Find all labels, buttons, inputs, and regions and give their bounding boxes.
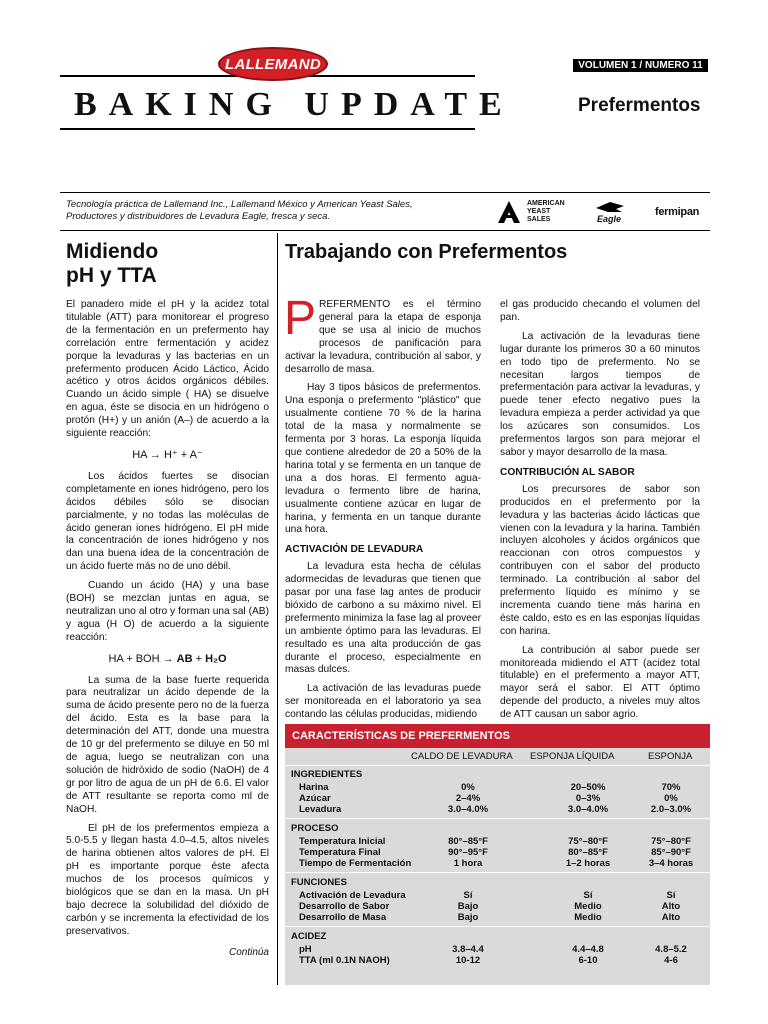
column-header: CALDO DE LEVADURA bbox=[411, 751, 513, 762]
issue-topic: Prefermentos bbox=[578, 95, 701, 116]
divider bbox=[285, 872, 710, 873]
row-label: Temperatura Inicial bbox=[299, 836, 386, 847]
article-title: Trabajando con Prefermentos bbox=[285, 241, 568, 263]
table-row bbox=[285, 858, 710, 869]
row-label: Activación de Levadura bbox=[299, 890, 406, 901]
row-label: Desarrollo de Sabor bbox=[299, 901, 390, 912]
paragraph: Los ácidos fuertes se disocian completamente en iones hidrógeno, pero los ácidos débiles sólo se disocian parcialmente, y no todas las moléculas de ácido generan iones hidrógeno. El pH mide la concentración de iones hidrógeno y nos dan una buena idea de la concentración de un ácido fuerte más no de uno débil. bbox=[66, 470, 269, 573]
paragraph: Cuando un ácido (HA) y una base (BOH) se mezclan juntas en agua, se neutralizan uno al otro y forman una sal (AB) y agua (H O) de acuerdo a la siguiente reacción: bbox=[66, 580, 269, 643]
table-cell: 2.0–3.0% bbox=[650, 804, 692, 815]
masthead-title: BAKING UPDATE bbox=[74, 86, 514, 123]
table-cell: Sí bbox=[666, 890, 676, 901]
table-row bbox=[285, 804, 710, 815]
table-cell: 3.0–4.0% bbox=[567, 804, 609, 815]
tagline-line-2: Productores y distribuidores de Levadura Eagle, fresca y seca. bbox=[66, 211, 331, 222]
tagline bbox=[66, 199, 486, 223]
table-row bbox=[285, 901, 710, 912]
table-cell: 75°–80°F bbox=[568, 836, 608, 847]
row-label: Levadura bbox=[299, 804, 342, 815]
table-cell: 4-6 bbox=[664, 955, 678, 966]
table-cell: 3.8–4.4 bbox=[452, 944, 484, 955]
table-row bbox=[285, 955, 710, 966]
table-cell: Medio bbox=[574, 912, 602, 923]
table-cell: 2–4% bbox=[455, 793, 481, 804]
table-cell: 75°–80°F bbox=[651, 836, 691, 847]
table-row bbox=[285, 782, 710, 793]
column-header: ESPONJA bbox=[648, 751, 693, 762]
a-letter-icon bbox=[497, 200, 521, 224]
ays-text: AMERICAN YEAST SALES bbox=[527, 200, 565, 223]
table-cell: 80°–85°F bbox=[568, 847, 608, 858]
row-label: Desarrollo de Masa bbox=[299, 912, 387, 923]
article-column-1 bbox=[284, 292, 481, 728]
table-cell: 70% bbox=[661, 782, 681, 793]
equation: HA + BOH → AB + H₂O bbox=[108, 652, 227, 665]
paragraph: La activación de la levaduras tiene lugar durante los primeros 30 a 60 minutos en todo tipo de prefermento. No se necesitan largos tiempos de prefermentación para activar la levaduras, y puede tener efecto negativo pues la levadura empieza a perder actividad ya que los azúcares son consumidos. Los prefermentos largos son para mejorar el sabor y mayor desarrollo de la masa. bbox=[500, 330, 700, 458]
table-body bbox=[285, 748, 710, 985]
paragraph: El pH de los prefermentos empieza a 5.0-5.5 y llegan hasta 4.0–4.5, altos niveles de harina obtienen altos valores de pH. El pH es importante porque éste afecta muchos de los procesos químicos y biológicos que se dan en la masa. Un pH bajo decrece la solubilidad del dióxido de carbón y se incrementa la efectividad de los preservativos. bbox=[66, 822, 269, 937]
row-label: TTA (ml 0.1N NAOH) bbox=[299, 955, 390, 966]
divider bbox=[285, 926, 710, 927]
sidebar-article bbox=[66, 299, 269, 960]
article-column-2 bbox=[500, 299, 700, 737]
table-cell: 90°–95°F bbox=[448, 847, 488, 858]
table-row bbox=[285, 793, 710, 804]
table-cell: 20–50% bbox=[570, 782, 606, 793]
table-cell: Medio bbox=[574, 901, 602, 912]
table-cell: Alto bbox=[661, 912, 681, 923]
row-label: Harina bbox=[299, 782, 329, 793]
table-cell: Bajo bbox=[457, 912, 479, 923]
table-row bbox=[285, 944, 710, 955]
table-cell: 1 hora bbox=[453, 858, 483, 869]
table-cell: 3.0–4.0% bbox=[447, 804, 489, 815]
table-cell: Alto bbox=[661, 901, 681, 912]
continue-note: Continúa bbox=[228, 946, 269, 958]
row-label: Temperatura Final bbox=[299, 847, 381, 858]
table-cell: 1–2 horas bbox=[565, 858, 611, 869]
table-title: CARACTERÍSTICAS DE PREFERMENTOS bbox=[285, 724, 710, 748]
section-heading: ACTIVACIÓN DE LEVADURA bbox=[285, 544, 424, 556]
table-cell: 85°–90°F bbox=[651, 847, 691, 858]
table-cell: 3–4 horas bbox=[648, 858, 694, 869]
table-section-heading: PROCESO bbox=[291, 823, 339, 834]
table-section-heading: FUNCIONES bbox=[291, 877, 347, 888]
masthead-rule-bottom bbox=[60, 128, 475, 130]
table-cell: Sí bbox=[583, 890, 593, 901]
tagline-line-1: Tecnología práctica de Lallemand Inc., Lallemand México y American Yeast Sales, bbox=[66, 199, 413, 210]
fermipan-logo: fermipan bbox=[655, 206, 700, 218]
prefermentos-table bbox=[285, 724, 710, 985]
paragraph: Los precursores de sabor son producidos en el prefermento por la levadura y las bacterias ácido lácticas que vienen con la levadura y la harina. También incluyen alcoholes y ácidos orgánicos que reaccionan con otros compuestos y contribuyen con el sabor del producto terminado. La contribución al sabor del prefermento líquido es mínimo y se incrementa cuando tiene más harina en éste caldo, esto es en las esponjas líquidas con harina. bbox=[500, 483, 700, 637]
table-row bbox=[285, 890, 710, 901]
row-label: pH bbox=[299, 944, 312, 955]
table-cell: 80°–85°F bbox=[448, 836, 488, 847]
table-cell: 4.8–5.2 bbox=[655, 944, 687, 955]
table-row bbox=[285, 847, 710, 858]
section-heading: CONTRIBUCIÓN AL SABOR bbox=[500, 466, 635, 478]
table-cell: Bajo bbox=[457, 901, 479, 912]
lallemand-logo: LALLEMAND bbox=[218, 47, 328, 81]
row-label: Azúcar bbox=[299, 793, 331, 804]
sidebar-title: Midiendo pH y TTA bbox=[66, 240, 159, 287]
table-cell: 0–3% bbox=[575, 793, 601, 804]
american-yeast-sales-logo bbox=[497, 200, 577, 226]
table-cell: 6-10 bbox=[578, 955, 598, 966]
table-section-heading: INGREDIENTES bbox=[291, 769, 363, 780]
eagle-logo-text: Eagle bbox=[597, 214, 622, 224]
row-label: Tiempo de Fermentación bbox=[299, 858, 412, 869]
paragraph: PREFERMENTO es el término general para la etapa de esponja que se usa al inicio de muchos procesos de panificación para activar la levadura, contribución al sabor, y desarrollo de masa. bbox=[284, 292, 481, 375]
paragraph: Hay 3 tipos básicos de prefermentos. Una esponja o prefermento "plástico" que usualmente contiene 70 % de la harina total de la masa y normalmente se fermenta por 3 horas. La esponja líquida que contiene alrededor de 20 a 50% de la harina total y se fermenta en un tanque de una a dos horas. El fermento agua-levadura o fermento libre de harina, usualmente contiene azúcar en lugar de harina, y fermenta en un tanque durante una hora. bbox=[285, 382, 481, 536]
table-row bbox=[285, 912, 710, 923]
equation: HA → H⁺ + A⁻ bbox=[132, 448, 203, 461]
table-cell: 4.4–4.8 bbox=[572, 944, 604, 955]
divider bbox=[285, 818, 710, 819]
paragraph: La contribución al sabor puede ser monitoreada midiendo el ATT (acidez total titulable) en el prefermento a mayor ATT, mayor será el sabor. El ATT óptimo depende del producto, a niveles muy altos de ATT causan un sabor agrio. bbox=[500, 644, 700, 721]
volume-badge: VOLUMEN 1 / NUMERO 11 bbox=[573, 59, 708, 72]
table-cell: 10-12 bbox=[455, 955, 481, 966]
paragraph: La activación de las levaduras puede ser monitoreada en el laboratorio ya sea contando las células producidas, midiendo bbox=[285, 683, 481, 721]
divider bbox=[285, 765, 710, 766]
drop-cap: P bbox=[284, 292, 317, 345]
column-header: ESPONJA LÍQUIDA bbox=[530, 751, 615, 762]
table-cell: 0% bbox=[664, 793, 678, 804]
paragraph: La suma de la base fuerte requerida para neutralizar un ácido depende de la suma de ácido presente pero no de la fuerza del ácido. Esta es la base para la determinación del ATT, donde una muestra de 10 gr del prefermento se diluye en 50 ml de agua, luego se neutralizan con una solución de hidróxido de sodio (NaOH) de 4 gr por litro de agua de un pH de 6.6. El valor de ATT resultante se reporta como ml de NaOH. bbox=[66, 674, 269, 815]
paragraph: La levadura esta hecha de células adormecidas de levaduras que tienen que pasar por una fase lag antes de producir bióxido de carbono a su máximo nivel. El prefermento minimiza la fase lag al proveer un ambiente óptimo para las levaduras. El resultado es una alta producción de gas durante el proceso, especialmente en masas dulces. bbox=[285, 561, 481, 676]
column-divider bbox=[277, 233, 278, 985]
table-row bbox=[285, 836, 710, 847]
table-cell: Sí bbox=[463, 890, 473, 901]
paragraph: El panadero mide el pH y la acidez total titulable (ATT) para monitorear el progreso de la fermentación en un prefermento hay correlación entre fermentación y acidez porque la levaduras y las bacterias en un prefermento producen Ácido Láctico, Ácido acético y otros ácidos orgánicos débiles. Cuando un ácido simple ( HA) se disuelve en agua, éste se disocia en un hidrógeno o protón (H+) y un anión (A–) de acuerdo a la siguiente reacción: bbox=[66, 299, 269, 440]
table-cell: 0% bbox=[461, 782, 475, 793]
table-section-heading: ACIDEZ bbox=[291, 931, 327, 942]
paragraph: el gas producido checando el volumen del pan. bbox=[500, 299, 700, 323]
